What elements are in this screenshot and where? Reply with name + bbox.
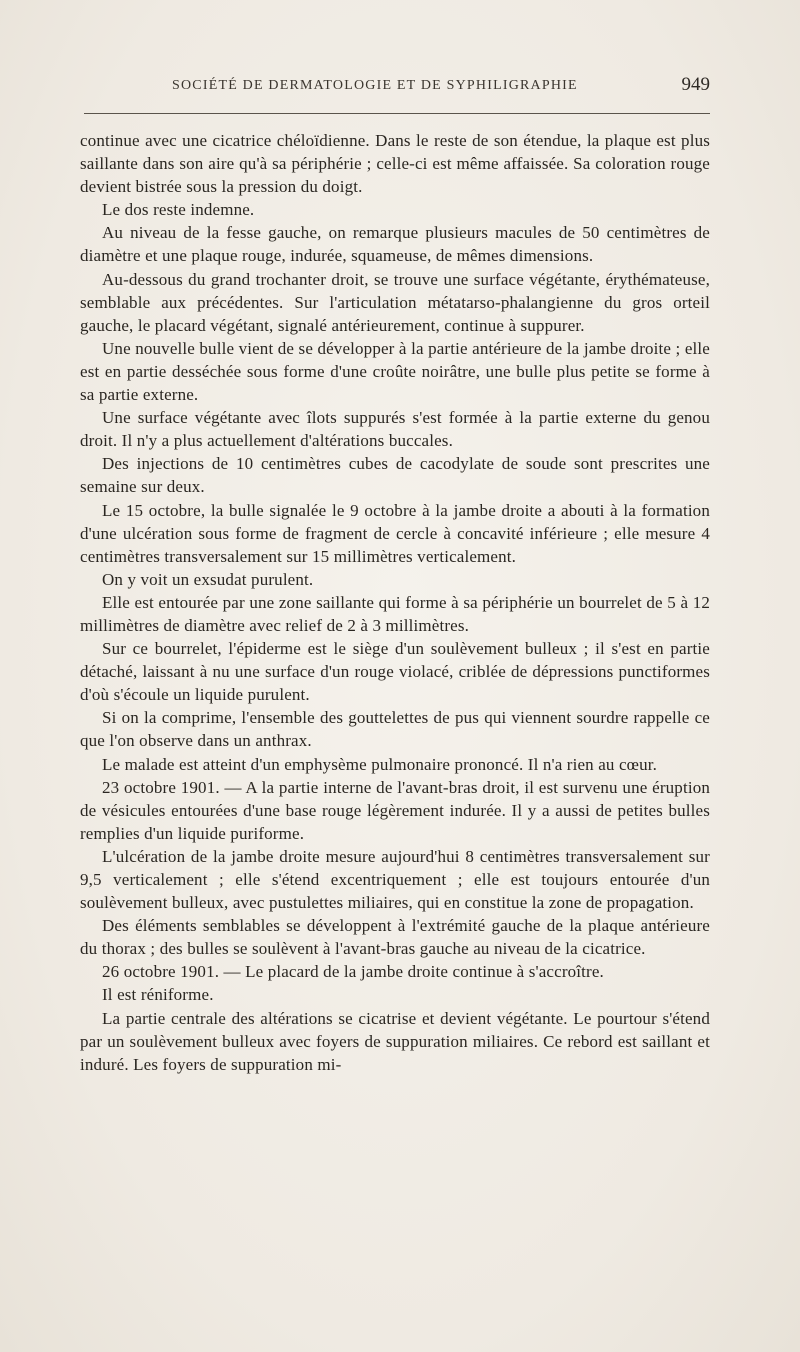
- paragraph: continue avec une cicatrice chéloïdienne. Dans le reste de son étendue, la plaque est plus saillante dans son aire qu'à sa périphérie ; celle-ci est même affaissée. Sa coloration rouge devient bistrée sous la pression du doigt.: [80, 131, 710, 197]
- page-number: 949: [681, 74, 710, 95]
- running-head-title: SOCIÉTÉ DE DERMATOLOGIE ET DE SYPHILIGRAPHIE: [172, 78, 578, 93]
- paragraph: On y voit un exsudat purulent.: [102, 569, 314, 589]
- paragraph: Une nouvelle bulle vient de se développer à la partie antérieure de la jambe droite ; elle est en partie desséchée sous forme d'une croûte noirâtre, une bulle plus petite se forme à sa partie externe.: [80, 338, 710, 405]
- running-head: [80, 74, 710, 104]
- paragraph: 23 octobre 1901. — A la partie interne de l'avant-bras droit, il est survenu une éruption de vésicules entourées d'une base rouge légèrement indurée. Il y a aussi de petites bulles remplies d'un liquide puriforme.: [80, 777, 710, 843]
- paragraph: Il est réniforme.: [102, 985, 214, 1005]
- body-text: [80, 129, 710, 1076]
- paragraph: Une surface végétante avec îlots suppurés s'est formée à la partie externe du genou droit. Il n'y a plus actuellement d'altérations buccales.: [80, 408, 710, 451]
- paragraph: Le 15 octobre, la bulle signalée le 9 octobre à la jambe droite a abouti à la formation d'une ulcération sous forme de fragment de cercle à concavité inférieure ; elle mesure 4 centimètres transversalement sur 15 millimètres verticalement.: [80, 500, 710, 566]
- paragraph: Au-dessous du grand trochanter droit, se trouve une surface végétante, érythémateuse, semblable aux précédentes. Sur l'articulation métatarso-phalangienne du gros orteil gauche, le placard végétant, signalé antérieurement, continue à suppurer.: [80, 269, 710, 335]
- paragraph: La partie centrale des altérations se cicatrise et devient végétante. Le pourtour s'étend par un soulèvement bulleux avec foyers de suppuration miliaires. Ce rebord est saillant et induré. Les foyers de suppuration mi-: [80, 1008, 710, 1074]
- paragraph: Elle est entourée par une zone saillante qui forme à sa périphérie un bourrelet de 5 à 12 millimètres de diamètre avec relief de 2 à 3 millimètres.: [80, 592, 710, 635]
- paragraph: Le dos reste indemne.: [102, 200, 255, 220]
- paragraph: Sur ce bourrelet, l'épiderme est le siège d'un soulèvement bulleux ; il s'est en partie détaché, laissant à nu une surface d'un rouge violacé, criblée de dépressions punctiformes d'où s'écoule un liquide purulent.: [80, 639, 710, 705]
- paragraph: Des éléments semblables se développent à l'extrémité gauche de la plaque antérieure du thorax ; des bulles se soulèvent à l'avant-bras gauche au niveau de la cicatrice.: [80, 916, 710, 959]
- header-rule: [84, 113, 710, 114]
- paragraph: 26 octobre 1901. — Le placard de la jambe droite continue à s'accroître.: [102, 962, 604, 982]
- paragraph: Le malade est atteint d'un emphysème pulmonaire prononcé. Il n'a rien au cœur.: [102, 754, 658, 774]
- paragraph: Si on la comprime, l'ensemble des gouttelettes de pus qui viennent sourdre rappelle ce que l'on observe dans un anthrax.: [80, 708, 710, 751]
- paragraph: Des injections de 10 centimètres cubes de cacodylate de soude sont prescrites une semaine sur deux.: [80, 454, 710, 497]
- paragraph: L'ulcération de la jambe droite mesure aujourd'hui 8 centimètres transversalement sur 9,5 verticalement ; elle s'étend excentriquement ; elle est toujours entourée d'un soulèvement bulleux, avec pustulettes miliaires, qui en constitue la zone de propagation.: [80, 846, 710, 913]
- paragraph: Au niveau de la fesse gauche, on remarque plusieurs macules de 50 centimètres de diamètre et une plaque rouge, indurée, squameuse, de mêmes dimensions.: [80, 223, 710, 266]
